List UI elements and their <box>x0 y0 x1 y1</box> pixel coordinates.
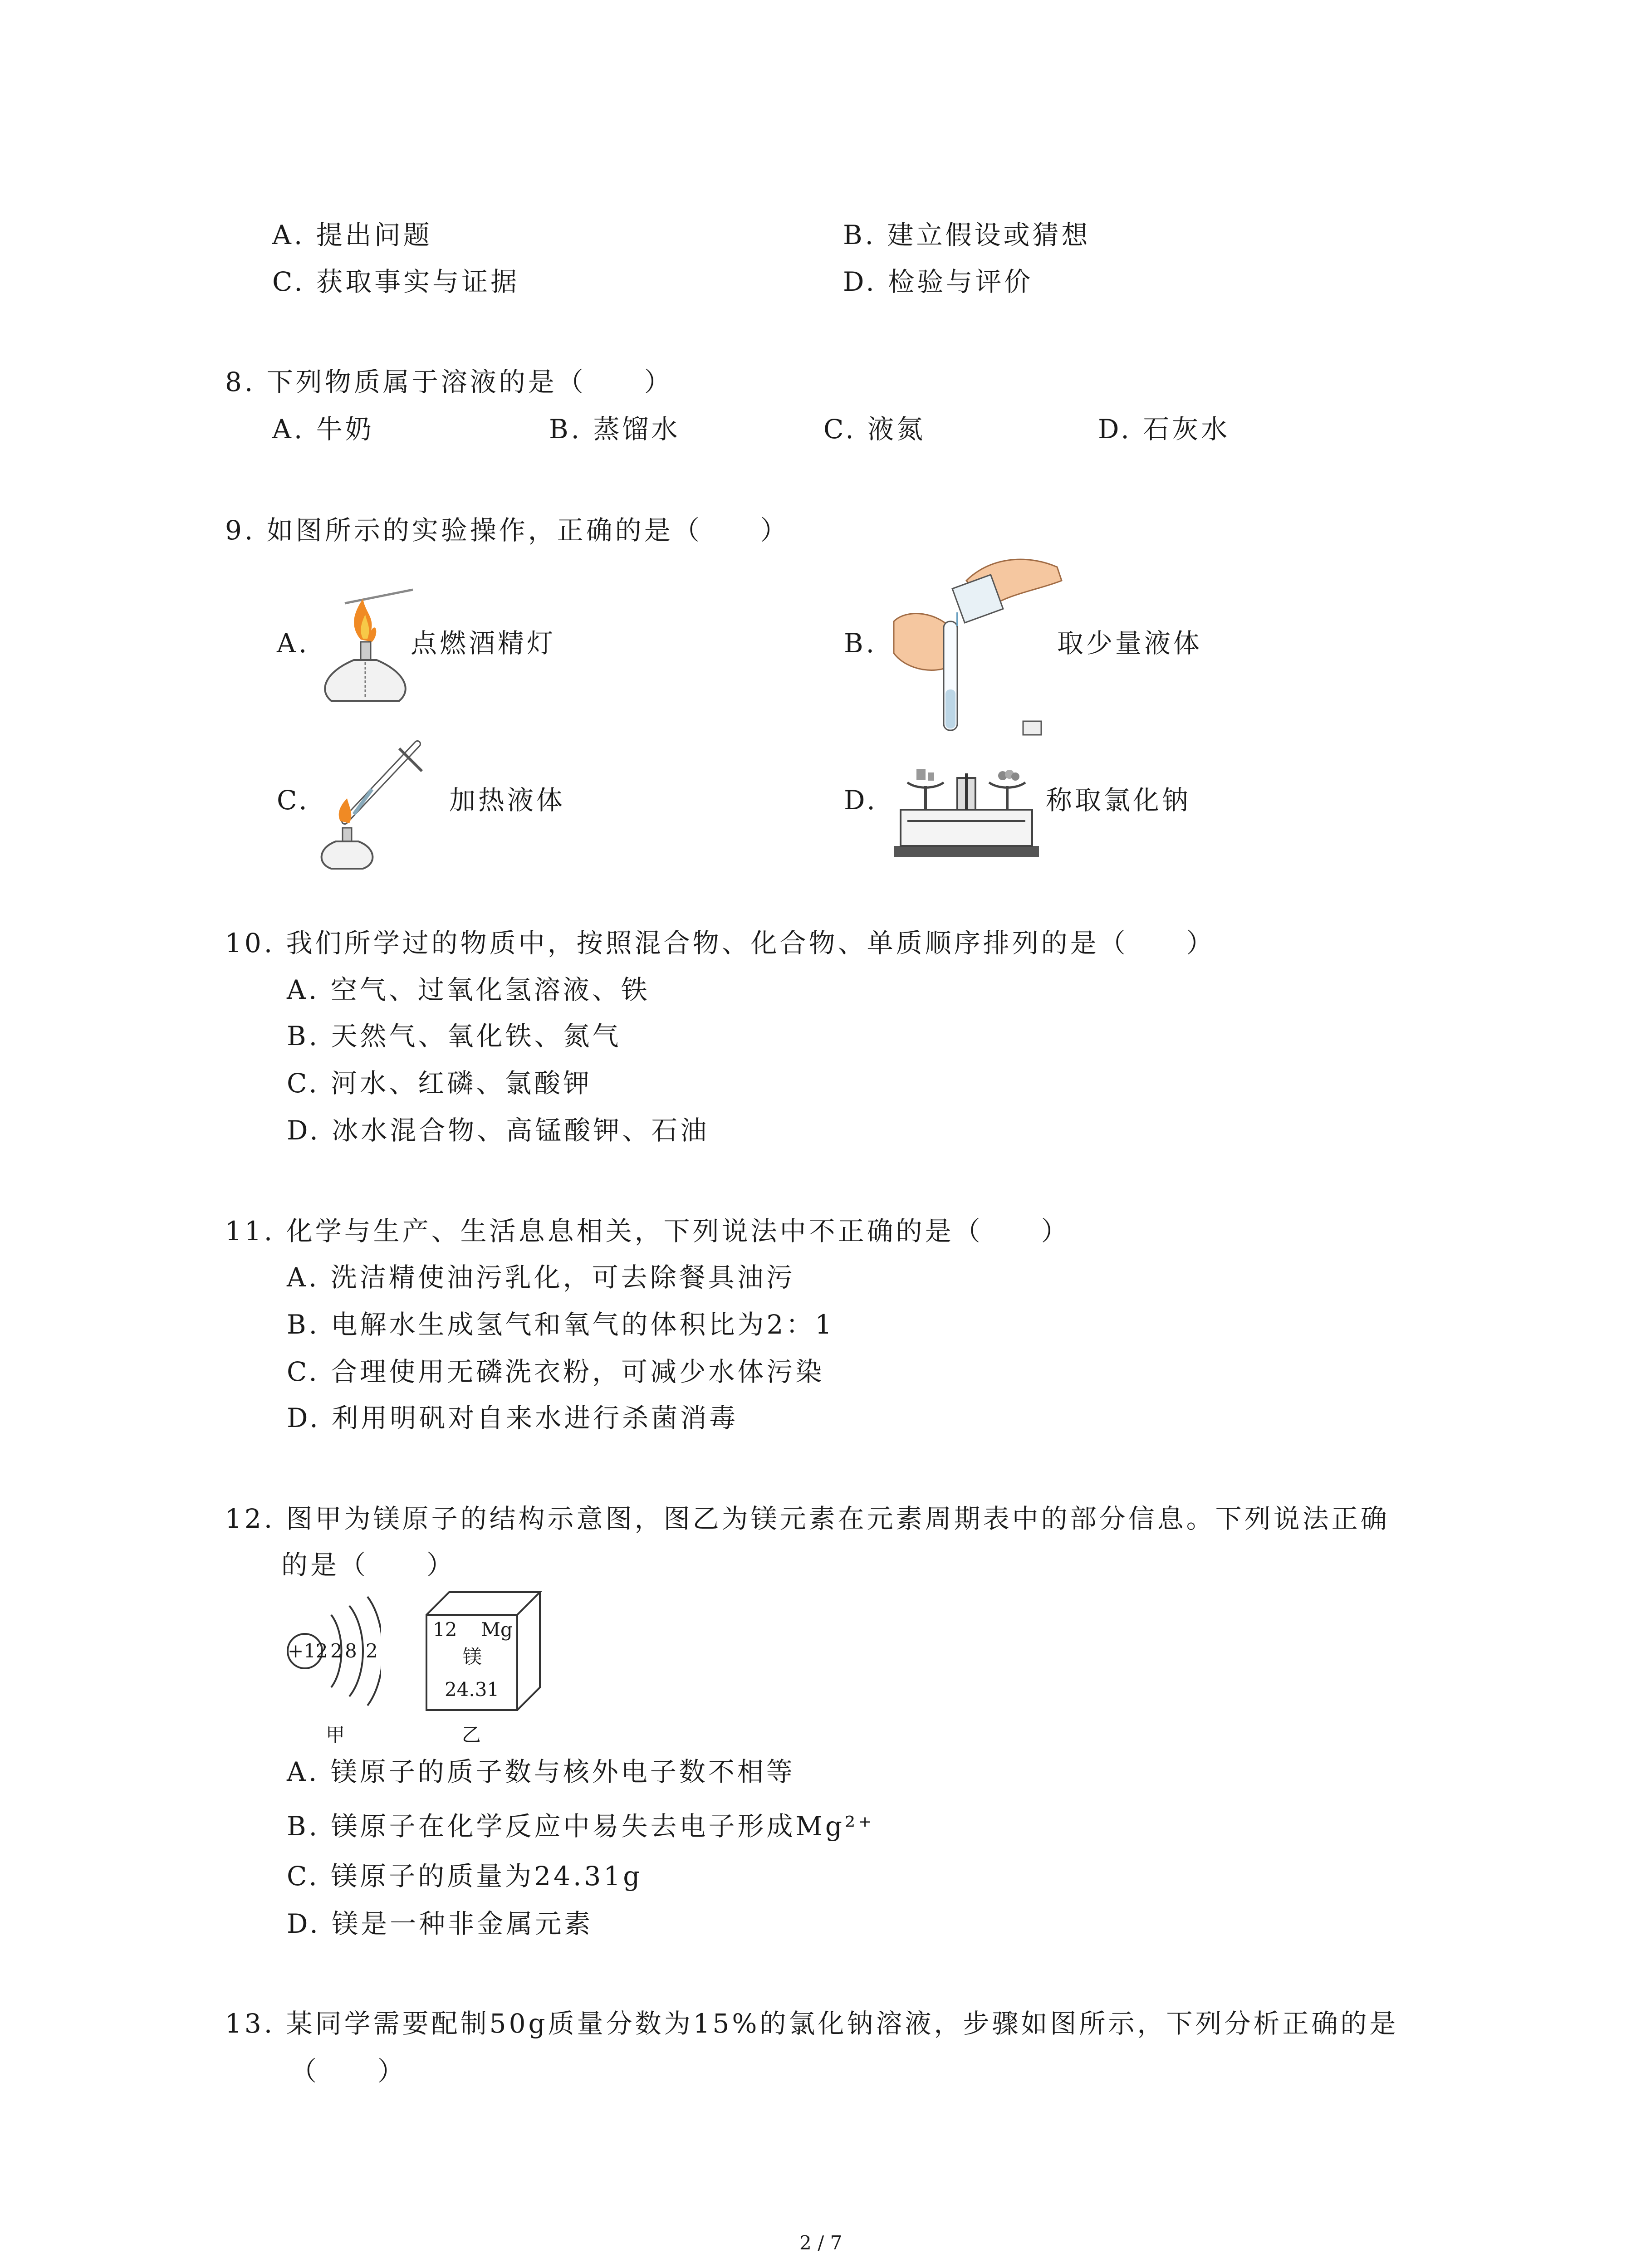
mg-nucleus-charge: +12 <box>288 1640 328 1662</box>
mg-atom-structure-figure <box>281 1588 381 1715</box>
q7-option-d: D. 检验与评价 <box>843 266 1034 297</box>
q12-stem-line1: 12. 图甲为镁原子的结构示意图，图乙为镁元素在元素周期表中的部分信息。下列说法正确 <box>225 1503 1390 1534</box>
q11-option-a: A. 洗洁精使油污乳化，可去除餐具油污 <box>287 1262 795 1293</box>
q8-option-a: A. 牛奶 <box>272 414 374 445</box>
q8-option-d: D. 石灰水 <box>1098 414 1230 445</box>
q11-option-d: D. 利用明矾对自来水进行杀菌消毒 <box>287 1403 739 1433</box>
balance-figure <box>889 746 1043 860</box>
mg-atomic-number: 12 <box>433 1618 457 1641</box>
q12-option-d: D. 镁是一种非金属元素 <box>287 1908 593 1939</box>
pouring-liquid-figure <box>889 553 1071 744</box>
q12-option-b: B. 镁原子在化学反应中易失去电子形成Mg²⁺ <box>287 1811 875 1842</box>
q11-option-b: B. 电解水生成氢气和氧气的体积比为2：1 <box>287 1309 835 1340</box>
q12-stem-line2: 的是（ ） <box>281 1549 456 1580</box>
figure-yi-caption: 乙 <box>462 1724 481 1746</box>
q10-stem: 10. 我们所学过的物质中，按照混合物、化合物、单质顺序排列的是（ ） <box>225 928 1215 958</box>
q10-option-a: A. 空气、过氧化氢溶液、铁 <box>287 974 650 1005</box>
q7-option-a: A. 提出问题 <box>272 220 432 250</box>
q9-option-b-letter: B. <box>844 628 877 659</box>
mg-atomic-mass: 24.31 <box>445 1678 500 1701</box>
mg-shell-1-electrons: 2 <box>330 1640 343 1662</box>
q7-option-b: B. 建立假设或猜想 <box>843 220 1091 250</box>
q8-stem: 8. 下列物质属于溶液的是（ ） <box>225 367 673 397</box>
q10-option-b: B. 天然气、氧化铁、氮气 <box>287 1021 622 1051</box>
q12-option-a: A. 镁原子的质子数与核外电子数不相等 <box>287 1756 795 1787</box>
mg-shell-3-electrons: 2 <box>366 1640 378 1662</box>
q11-stem: 11. 化学与生产、生活息息相关，下列说法中不正确的是（ ） <box>225 1216 1070 1246</box>
q9-stem: 9. 如图所示的实验操作，正确的是（ ） <box>225 515 789 546</box>
q9-option-c-caption: 加热液体 <box>449 785 566 816</box>
q13-stem-line1: 13. 某同学需要配制50g质量分数为15%的氯化钠溶液，步骤如图所示，下列分析正确的是 <box>225 2008 1399 2039</box>
mg-element-name: 镁 <box>463 1646 482 1668</box>
q11-option-c: C. 合理使用无磷洗衣粉，可减少水体污染 <box>287 1356 825 1387</box>
mg-element-symbol: Mg <box>481 1618 513 1641</box>
q8-option-c: C. 液氮 <box>823 414 926 445</box>
page-number: 2 / 7 <box>799 2232 843 2254</box>
q10-option-c: C. 河水、红磷、氯酸钾 <box>287 1068 593 1099</box>
mg-periodic-cell-figure <box>422 1588 544 1715</box>
q9-option-c-letter: C. <box>277 785 310 816</box>
figure-jia-caption: 甲 <box>326 1724 345 1746</box>
q9-option-d-letter: D. <box>844 785 878 816</box>
q7-option-c: C. 获取事实与证据 <box>272 266 520 297</box>
mg-shell-2-electrons: 8 <box>345 1640 357 1662</box>
q12-option-c: C. 镁原子的质量为24.31g <box>287 1861 643 1892</box>
q9-option-d-caption: 称取氯化钠 <box>1046 785 1191 816</box>
q10-option-d: D. 冰水混合物、高锰酸钾、石油 <box>287 1115 710 1146</box>
heating-liquid-figure <box>318 739 436 871</box>
q8-option-b: B. 蒸馏水 <box>549 414 681 445</box>
q9-option-b-caption: 取少量液体 <box>1057 628 1203 659</box>
q9-option-a-letter: A. <box>277 628 310 659</box>
alcohol-lamp-figure <box>318 585 417 708</box>
q9-option-a-caption: 点燃酒精灯 <box>411 628 556 659</box>
q13-stem-line2: （ ） <box>290 2056 407 2087</box>
